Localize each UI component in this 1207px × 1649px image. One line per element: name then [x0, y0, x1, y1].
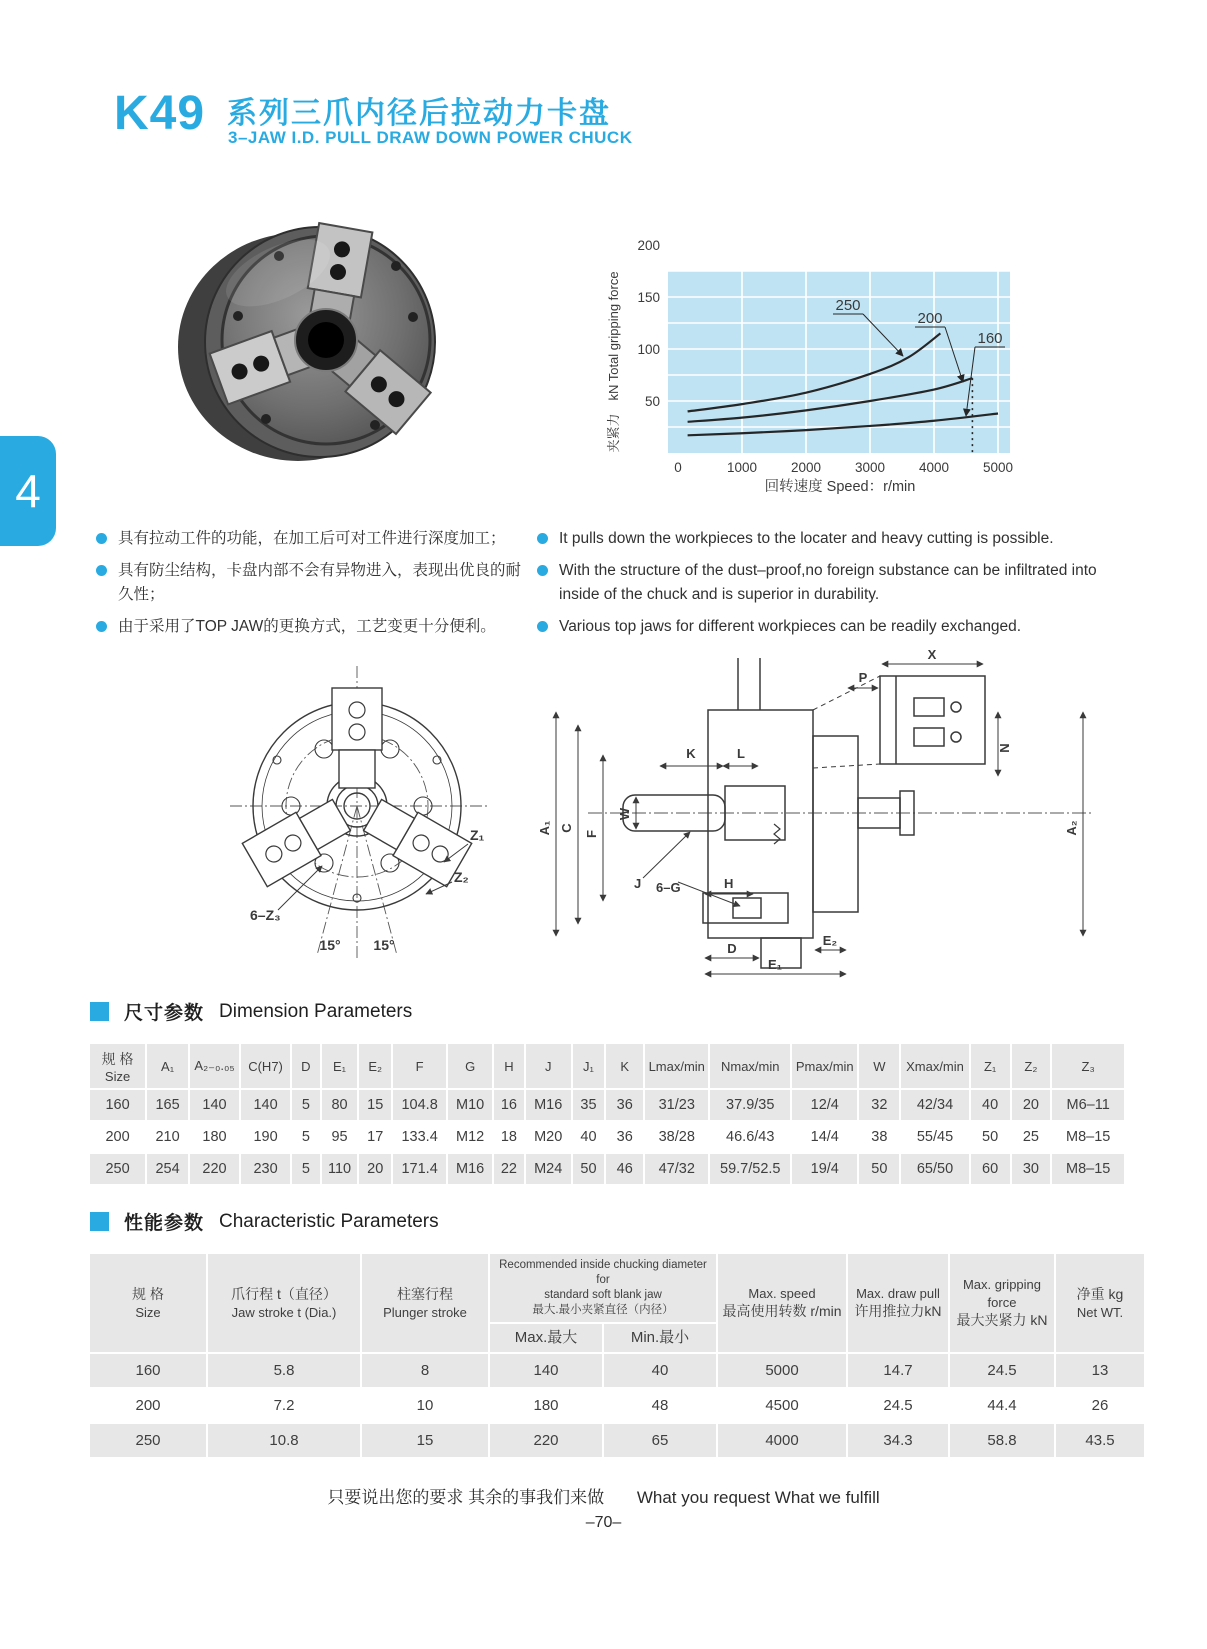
dim-h: H	[724, 876, 734, 891]
table-cell: 55/45	[901, 1122, 968, 1152]
front-view-drawing	[222, 658, 517, 976]
dim-column-header: G	[448, 1044, 492, 1088]
table-cell: 200	[90, 1122, 145, 1152]
table-row	[90, 1389, 1144, 1422]
table-cell: 14.7	[848, 1354, 948, 1387]
footer-slogan-en: What you request What we fulfill	[636, 1488, 880, 1507]
table-cell: 32	[859, 1090, 899, 1120]
table-cell: 38	[859, 1122, 899, 1152]
table-cell: 10	[362, 1389, 488, 1422]
dim-column-header: J₁	[573, 1044, 605, 1088]
feature-text: 具有防尘结构，卡盘内部不会有异物进入，表现出优良的耐久性；	[118, 562, 522, 603]
footer-slogan-zh: 只要说出您的要求 其余的事我们来做	[327, 1488, 605, 1507]
table-cell: 13	[1056, 1354, 1144, 1387]
table-cell: 65/50	[901, 1154, 968, 1184]
feature-item	[537, 559, 1117, 606]
dim-header-row	[90, 1044, 1124, 1088]
table-cell: 180	[490, 1389, 602, 1422]
table-cell: 250	[90, 1424, 206, 1457]
dim-column-header: Z₁	[971, 1044, 1010, 1088]
table-cell: 30	[1012, 1154, 1051, 1184]
model-code: K49	[114, 87, 206, 140]
table-cell: 18	[494, 1122, 524, 1152]
table-cell: 14/4	[792, 1122, 857, 1152]
table-cell: 160	[90, 1090, 145, 1120]
product-photo	[170, 203, 475, 481]
dim-column-header: E₁	[322, 1044, 358, 1088]
heading-zh: 性能参数	[124, 1213, 205, 1234]
dim-j: J	[634, 876, 642, 891]
y-tick-label: 150	[637, 290, 660, 305]
table-cell: 65	[604, 1424, 716, 1457]
x-tick-label: 4000	[918, 460, 950, 475]
table-cell: M24	[526, 1154, 571, 1184]
char-col-max: Max.最大	[490, 1324, 602, 1352]
feature-item	[96, 559, 528, 606]
table-cell: 190	[241, 1122, 290, 1152]
table-cell: 24.5	[848, 1389, 948, 1422]
heading-square-icon	[90, 1002, 109, 1021]
table-cell: 37.9/35	[710, 1090, 790, 1120]
dim-e1: E₁	[767, 957, 783, 972]
y-tick-label: 100	[637, 342, 660, 357]
table-cell: 180	[190, 1122, 239, 1152]
char-col-chucking-diameter: Recommended inside chucking diameter for standard soft blank jaw 最大.最小夹紧直径（内径）	[490, 1254, 716, 1322]
table-cell: 12/4	[792, 1090, 857, 1120]
table-cell: 42/34	[901, 1090, 968, 1120]
dim-g: 6–G	[656, 880, 681, 895]
dim-column-header: J	[526, 1044, 571, 1088]
char-col-plunger-stroke: 柱塞行程 Plunger stroke	[362, 1254, 488, 1352]
x-axis-label: 回转速度 Speed：r/min	[764, 479, 916, 495]
table-cell: 5	[292, 1154, 320, 1184]
dim-x: X	[927, 648, 937, 662]
dim-k: K	[686, 746, 696, 761]
chapter-tab	[0, 436, 56, 546]
table-cell: 140	[190, 1090, 239, 1120]
gripping-force-chart	[600, 226, 1060, 498]
table-cell: 7.2	[208, 1389, 360, 1422]
table-cell: 110	[322, 1154, 358, 1184]
table-cell: 40	[604, 1354, 716, 1387]
table-cell: 220	[190, 1154, 239, 1184]
table-cell: 46	[606, 1154, 643, 1184]
dim-column-header: W	[859, 1044, 899, 1088]
table-cell: M10	[448, 1090, 492, 1120]
table-cell: 250	[90, 1154, 145, 1184]
table-row	[90, 1424, 1144, 1457]
dim-column-header: K	[606, 1044, 643, 1088]
dim-column-header: E₂	[359, 1044, 391, 1088]
dim-a1: A₁	[537, 820, 552, 836]
table-cell: M16	[448, 1154, 492, 1184]
x-tick-label: 1000	[726, 460, 758, 475]
char-table-body	[90, 1354, 1144, 1457]
char-col-gripping-force: Max. gripping force 最大夹紧力 kN	[950, 1254, 1054, 1352]
x-tick-label: 5000	[982, 460, 1014, 475]
table-cell: 160	[90, 1354, 206, 1387]
table-row	[90, 1122, 1124, 1152]
dim-column-header: F	[393, 1044, 446, 1088]
table-cell: 15	[362, 1424, 488, 1457]
table-cell: 34.3	[848, 1424, 948, 1457]
table-cell: 20	[359, 1154, 391, 1184]
heading-square-icon	[90, 1212, 109, 1231]
dim-table-body	[90, 1090, 1124, 1184]
table-cell: 36	[606, 1090, 643, 1120]
dim-column-header: Z₂	[1012, 1044, 1051, 1088]
table-cell: 50	[573, 1154, 605, 1184]
table-cell: 31/23	[645, 1090, 708, 1120]
table-row	[90, 1154, 1124, 1184]
feature-item	[96, 615, 528, 638]
table-cell: 24.5	[950, 1354, 1054, 1387]
table-cell: 5000	[718, 1354, 846, 1387]
table-cell: 40	[573, 1122, 605, 1152]
dim-column-header: Xmax/min	[901, 1044, 968, 1088]
table-cell: 22	[494, 1154, 524, 1184]
label-angle-right: 15°	[373, 937, 395, 953]
table-cell: 36	[606, 1122, 643, 1152]
table-cell: 50	[971, 1122, 1010, 1152]
dim-l: L	[737, 746, 745, 761]
char-col-jaw-stroke: 爪行程 t（直径） Jaw stroke t (Dia.)	[208, 1254, 360, 1352]
page-number: –70–	[585, 1514, 622, 1531]
characteristic-table	[88, 1252, 1146, 1459]
table-cell: M16	[526, 1090, 571, 1120]
table-cell: 95	[322, 1122, 358, 1152]
table-cell: M12	[448, 1122, 492, 1152]
label-z2: Z₂	[454, 869, 469, 885]
table-cell: 5	[292, 1090, 320, 1120]
heading-en: Dimension Parameters	[219, 1000, 413, 1022]
char-col-size: 规 格 Size	[90, 1254, 206, 1352]
table-cell: 171.4	[393, 1154, 446, 1184]
char-col-draw-pull: Max. draw pull 许用推拉力kN	[848, 1254, 948, 1352]
dim-column-header: Pmax/min	[792, 1044, 857, 1088]
bullet-icon	[96, 621, 107, 632]
dim-p: P	[858, 670, 868, 685]
dimension-table	[88, 1042, 1126, 1186]
table-cell: 4000	[718, 1424, 846, 1457]
dim-a2: A₂	[1064, 820, 1079, 836]
table-cell: 44.4	[950, 1389, 1054, 1422]
label-angle-left: 15°	[319, 937, 341, 953]
table-cell: M6–11	[1052, 1090, 1124, 1120]
y-tick-label: 200	[637, 238, 660, 253]
y-tick-label: 50	[644, 394, 660, 409]
table-cell: 165	[147, 1090, 188, 1120]
footer-slogan	[0, 1483, 1207, 1508]
dim-column-header: A₂₋₀.₀₅	[190, 1044, 239, 1088]
feature-text: 具有拉动工件的功能，在加工后可对工件进行深度加工；	[118, 530, 506, 547]
section-heading-dimension	[90, 998, 412, 1025]
table-cell: 26	[1056, 1389, 1144, 1422]
table-cell: 80	[322, 1090, 358, 1120]
dim-column-header: A₁	[147, 1044, 188, 1088]
table-cell: 16	[494, 1090, 524, 1120]
dim-f: F	[584, 830, 599, 838]
dim-column-header: H	[494, 1044, 524, 1088]
label-bolt-pattern: 6–Z₃	[250, 907, 281, 923]
feature-text: With the structure of the dust–proof,no foreign substance can be infiltrated into inside of the chuck and is superior in durability.	[559, 562, 1097, 603]
label-z1: Z₁	[470, 827, 485, 843]
table-cell: 38/28	[645, 1122, 708, 1152]
dim-column-header: Lmax/min	[645, 1044, 708, 1088]
heading-en: Characteristic Parameters	[219, 1210, 439, 1232]
table-cell: 8	[362, 1354, 488, 1387]
table-cell: M8–15	[1052, 1154, 1124, 1184]
page-title-zh: 系列三爪内径后拉动力卡盘	[227, 97, 611, 130]
dim-column-header: C(H7)	[241, 1044, 290, 1088]
table-cell: 46.6/43	[710, 1122, 790, 1152]
dim-n: N	[997, 743, 1012, 753]
table-cell: 47/32	[645, 1154, 708, 1184]
table-cell: 60	[971, 1154, 1010, 1184]
page-title-en: 3–JAW I.D. PULL DRAW DOWN POWER CHUCK	[228, 128, 633, 147]
char-col-net-weight: 净重 kg Net WT.	[1056, 1254, 1144, 1352]
table-cell: 230	[241, 1154, 290, 1184]
bullet-icon	[537, 621, 548, 632]
series-label-250: 250	[835, 297, 861, 314]
section-view-drawing	[528, 648, 1113, 988]
table-cell: 40	[971, 1090, 1010, 1120]
table-cell: 43.5	[1056, 1424, 1144, 1457]
table-row	[90, 1090, 1124, 1120]
dim-column-header: Z₃	[1052, 1044, 1124, 1088]
feature-text: Various top jaws for different workpieces can be readily exchanged.	[559, 617, 1022, 635]
feature-text: 由于采用了TOP JAW的更换方式，工艺变更十分便利。	[118, 617, 496, 635]
table-cell: 140	[241, 1090, 290, 1120]
table-cell: 4500	[718, 1389, 846, 1422]
bullet-icon	[96, 565, 107, 576]
series-label-160: 160	[977, 330, 1003, 347]
features-zh-list	[96, 527, 528, 647]
table-cell: 254	[147, 1154, 188, 1184]
bullet-icon	[537, 533, 548, 544]
table-cell: 104.8	[393, 1090, 446, 1120]
bullet-icon	[96, 533, 107, 544]
table-cell: 20	[1012, 1090, 1051, 1120]
dim-d: D	[727, 941, 737, 956]
table-cell: 5	[292, 1122, 320, 1152]
table-cell: 210	[147, 1122, 188, 1152]
feature-text: It pulls down the workpieces to the locater and heavy cutting is possible.	[559, 530, 1054, 547]
bullet-icon	[537, 565, 548, 576]
table-cell: 133.4	[393, 1122, 446, 1152]
series-label-200: 200	[917, 310, 943, 327]
chapter-number: 4	[15, 465, 41, 517]
table-cell: 58.8	[950, 1424, 1054, 1457]
table-cell: M20	[526, 1122, 571, 1152]
x-tick-label: 3000	[854, 460, 886, 475]
feature-item	[96, 527, 528, 550]
dim-column-header: D	[292, 1044, 320, 1088]
x-tick-label: 0	[674, 460, 682, 475]
dim-e2: E₂	[822, 933, 838, 948]
features-en-list	[537, 527, 1117, 647]
char-col-min: Min.最小	[604, 1324, 716, 1352]
table-cell: 5.8	[208, 1354, 360, 1387]
table-cell: 35	[573, 1090, 605, 1120]
table-cell: 220	[490, 1424, 602, 1457]
table-cell: 200	[90, 1389, 206, 1422]
feature-item	[537, 527, 1117, 550]
table-cell: 48	[604, 1389, 716, 1422]
size-header: 规 格 Size	[90, 1044, 145, 1088]
heading-zh: 尺寸参数	[124, 1003, 205, 1024]
y-axis-label: 夹紧力 kN Total gripping force	[606, 271, 621, 453]
table-row	[90, 1354, 1144, 1387]
char-col-max-speed: Max. speed 最高使用转数 r/min	[718, 1254, 846, 1352]
x-tick-label: 2000	[790, 460, 822, 475]
feature-item	[537, 615, 1117, 638]
table-cell: 10.8	[208, 1424, 360, 1457]
section-heading-characteristic	[90, 1208, 439, 1235]
table-cell: 25	[1012, 1122, 1051, 1152]
table-cell: 140	[490, 1354, 602, 1387]
table-cell: 15	[359, 1090, 391, 1120]
table-cell: M8–15	[1052, 1122, 1124, 1152]
table-cell: 19/4	[792, 1154, 857, 1184]
table-cell: 59.7/52.5	[710, 1154, 790, 1184]
dim-w: W	[617, 807, 632, 821]
dim-column-header: Nmax/min	[710, 1044, 790, 1088]
table-cell: 17	[359, 1122, 391, 1152]
table-cell: 50	[859, 1154, 899, 1184]
dim-c: C	[559, 823, 574, 833]
